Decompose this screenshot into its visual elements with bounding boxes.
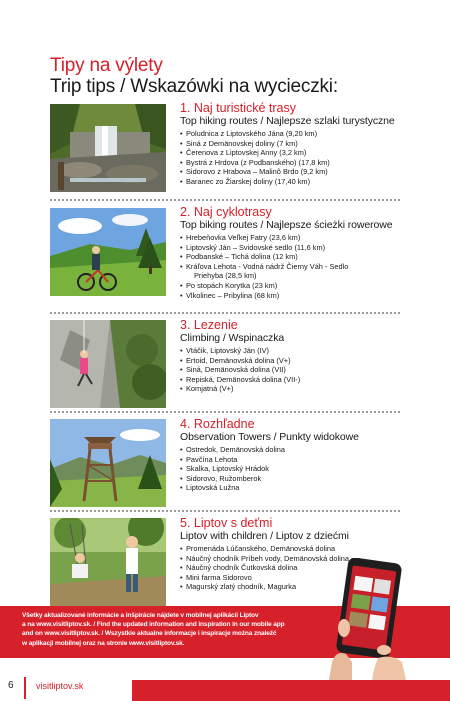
list-item: • Ostredok, Demänovská dolina bbox=[180, 445, 412, 455]
list-item: • Siná z Demänovskej doliny (7 km) bbox=[180, 139, 412, 149]
list-item: • Liptovská Lužna bbox=[180, 483, 412, 493]
footer-info-text bbox=[22, 611, 352, 648]
section-climbing-subtitle: Climbing / Wspinaczka bbox=[180, 332, 285, 344]
list-item: • Baranec zo Žiarskej doliny (17,40 km) bbox=[180, 177, 412, 187]
list-item: • Skalka, Liptovský Hrádok bbox=[180, 464, 412, 474]
section-divider bbox=[50, 510, 400, 512]
list-item: • Ertoid, Demänovská dolina (V+) bbox=[180, 356, 412, 366]
photo-biking-meadow bbox=[50, 208, 166, 296]
section-children-title: 5. Liptov s deťmi bbox=[180, 516, 273, 530]
footer-line: a na www.visitliptov.sk. / Find the updated information and inspiration in our mobile app bbox=[22, 621, 285, 629]
photo-climbing-rock bbox=[50, 320, 166, 408]
list-item: • Náučný chodník Čutkovská dolina bbox=[180, 563, 412, 573]
list-item: • Vlkolinec – Pribylina (68 km) bbox=[180, 291, 412, 301]
list-item: • Vtáčik, Liptovský Ján (IV) bbox=[180, 346, 412, 356]
list-item: • Hrebeňovka Veľkej Fatry (23,6 km) bbox=[180, 233, 412, 243]
list-item: • Bystrá z Hrdova (z Podbanského) (17,8 km) bbox=[180, 158, 412, 168]
section-towers-text bbox=[180, 417, 412, 493]
list-item: • Komjatná (V+) bbox=[180, 384, 412, 394]
page-title-sk: Tipy na výlety bbox=[50, 55, 163, 76]
section-towers-title: 4. Rozhľadne bbox=[180, 417, 255, 431]
section-hiking-list bbox=[180, 129, 412, 187]
section-towers-subtitle: Observation Towers / Punkty widokowe bbox=[180, 431, 359, 443]
list-item: • Kráľova Lehota - Vodná nádrž Čierny Váh - Sedlo bbox=[180, 262, 412, 272]
section-biking-title: 2. Naj cyklotrasy bbox=[180, 205, 272, 219]
photo-children-swing bbox=[50, 518, 166, 606]
page-title-en-pl: Trip tips / Wskazówki na wycieczki: bbox=[50, 76, 338, 97]
section-climbing-text bbox=[180, 318, 412, 394]
page-number-divider bbox=[24, 677, 26, 699]
list-item: • Magurský zlatý chodník, Magurka bbox=[180, 582, 412, 592]
section-climbing-title: 3. Lezenie bbox=[180, 318, 238, 332]
bottom-red-band bbox=[132, 680, 450, 701]
list-item: • Sidorovo, Ružomberok bbox=[180, 474, 412, 484]
list-item: • Po stopách Korytka (23 km) bbox=[180, 281, 412, 291]
section-biking-text bbox=[180, 205, 412, 300]
list-item: • Liptovský Ján – Svidovské sedlo (11,6 km) bbox=[180, 243, 412, 253]
section-hiking-text bbox=[180, 101, 412, 187]
list-item: • Repiská, Demänovská dolina (VII-) bbox=[180, 375, 412, 385]
section-biking-subtitle: Top biking routes / Najlepsze ścieżki rowerowe bbox=[180, 219, 393, 231]
page-title-block bbox=[50, 56, 440, 97]
list-item: • Náučný chodník Príbeh vody, Demänovská dolina bbox=[180, 554, 412, 564]
list-item: • Podbanské – Tichá dolina (12 km) bbox=[180, 252, 412, 262]
section-divider bbox=[50, 411, 400, 413]
section-hiking-subtitle: Top hiking routes / Najlepsze szlaki turystyczne bbox=[180, 115, 395, 127]
list-item: • Promenáda Lúčanského, Demänovská dolina bbox=[180, 544, 412, 554]
section-divider bbox=[50, 199, 400, 201]
photo-hiking-waterfall bbox=[50, 104, 166, 192]
section-children-subtitle: Liptov with children / Liptov z dziećmi bbox=[180, 530, 349, 542]
footer-line: and on www.visitliptov.sk. / Wszystkie aktualne informacje i inspiracje można znaleźć bbox=[22, 630, 277, 638]
section-biking-list bbox=[180, 233, 412, 300]
footer-line: Všetky aktualizované informácie a inšpirácie nájdete v mobilnej aplikácii Liptov bbox=[22, 612, 259, 619]
section-hiking-title: 1. Naj turistické trasy bbox=[180, 101, 297, 115]
list-item: • Mini farma Sidorovo bbox=[180, 573, 412, 583]
list-item: • Čerenova z Liptovskej Anny (3,2 km) bbox=[180, 148, 412, 158]
list-item-continuation: Priehyba (28,5 km) bbox=[194, 271, 257, 281]
list-item: • Pavčína Lehota bbox=[180, 455, 412, 465]
section-climbing-list bbox=[180, 346, 412, 394]
phone-in-hand-illustration bbox=[322, 558, 412, 698]
list-item: • Sidorovo z Hrabova – Malinô Brdo (9,2 km) bbox=[180, 167, 412, 177]
list-item: • Siná, Demänovská dolina (VII) bbox=[180, 365, 412, 375]
website-link[interactable]: visitliptov.sk bbox=[36, 681, 84, 691]
page-number: 6 bbox=[8, 680, 14, 691]
photo-observation-tower bbox=[50, 419, 166, 507]
section-divider bbox=[50, 312, 400, 314]
footer-line: w aplikacji mobilnej oraz na stronie www.visitliptov.sk. bbox=[22, 639, 185, 647]
section-towers-list bbox=[180, 445, 412, 493]
list-item: • Poludnica z Liptovského Jána (9,20 km) bbox=[180, 129, 412, 139]
